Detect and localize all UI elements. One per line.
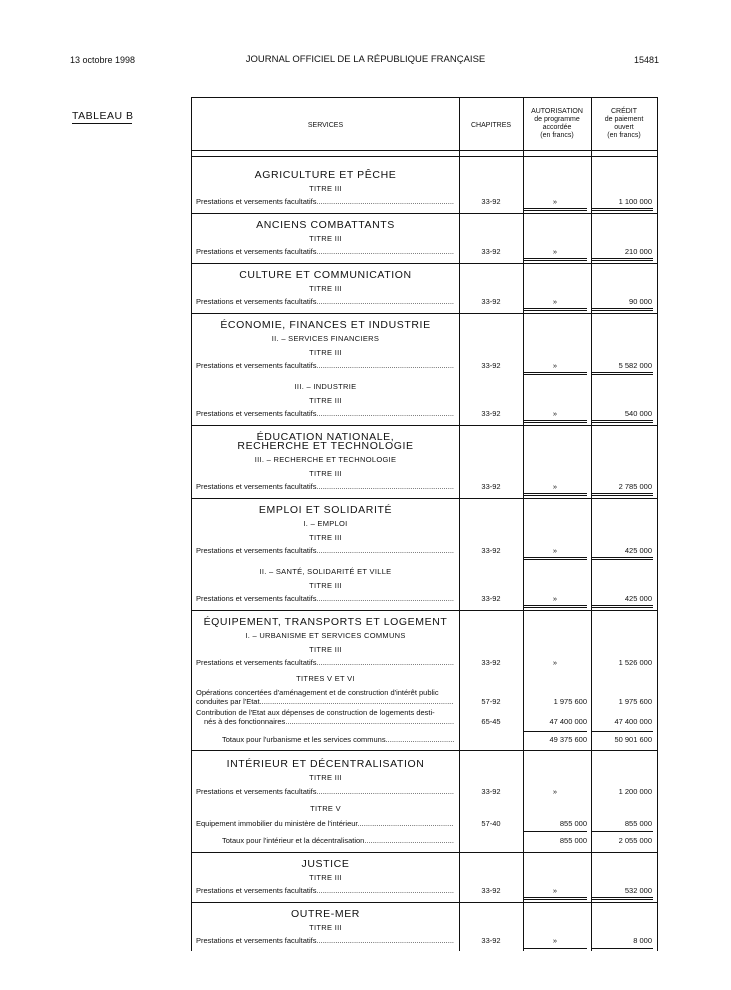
row-credit: 1 526 000 — [618, 658, 652, 667]
ministry-title: CULTURE ET COMMUNICATION — [239, 269, 412, 281]
table-row — [192, 819, 657, 830]
ministry-title: JUSTICE — [301, 858, 350, 870]
ministry-title: ANCIENS COMBATTANTS — [256, 219, 395, 231]
total-label: Totaux pour l'intérieur et la décentralisation ..... — [222, 836, 454, 845]
journal-title: JOURNAL OFFICIEL DE LA RÉPUBLIQUE FRANÇAISE — [245, 54, 486, 65]
row-chapter: 33-92 — [481, 886, 501, 895]
double-rule — [591, 258, 653, 261]
row-label: Equipement immobilier du ministère de l'intérieur ..... — [196, 819, 454, 828]
row-label: Prestations et versements facultatifs ..... — [196, 482, 454, 491]
titre-label: TITRE III — [309, 873, 342, 882]
table-label — [72, 110, 134, 122]
double-rule — [523, 258, 587, 261]
section-rule — [192, 610, 657, 611]
double-rule — [591, 308, 653, 311]
row-chapter: 65-45 — [481, 717, 501, 726]
row-chapter: 57-92 — [481, 697, 501, 706]
row-autorisation: » — [552, 197, 558, 206]
row-label: Prestations et versements facultatifs ..... — [196, 197, 454, 206]
row-chapter: 33-92 — [481, 482, 501, 491]
row-chapter: 33-92 — [481, 594, 501, 603]
header-autorisation-l2: de programme — [534, 116, 580, 123]
row-chapter: 33-92 — [481, 361, 501, 370]
row-label: Prestations et versements facultatifs ..... — [196, 787, 454, 796]
row-chapter: 33-92 — [481, 297, 501, 306]
ministry-title-line1: ÉDUCATION NATIONALE, — [256, 431, 395, 443]
row-autorisation: » — [552, 787, 558, 796]
table-header — [192, 98, 657, 151]
table-row — [192, 409, 657, 420]
row-label: Prestations et versements facultatifs ..... — [196, 546, 454, 555]
total-rule — [523, 831, 587, 832]
row-credit: 425 000 — [624, 546, 652, 555]
total-rule — [523, 731, 587, 732]
table-label-rule — [72, 123, 132, 124]
table-label-text: TABLEAU B — [72, 110, 134, 122]
row-autorisation: » — [552, 297, 558, 306]
section-label: I. – EMPLOI — [303, 519, 348, 528]
row-credit: 855 000 — [624, 819, 652, 828]
row-credit: 5 582 000 — [618, 361, 652, 370]
titre-label: TITRE III — [309, 234, 342, 243]
header-credit — [591, 108, 657, 140]
section-rule — [192, 263, 657, 264]
row-autorisation: » — [552, 546, 558, 555]
titre-label: TITRE III — [309, 533, 342, 542]
row-autorisation: 1 975 600 — [553, 697, 587, 706]
double-rule — [523, 605, 587, 608]
row-autorisation: » — [552, 361, 558, 370]
row-label: Prestations et versements facultatifs ..... — [196, 361, 454, 370]
row-credit: 210 000 — [624, 247, 652, 256]
titre-label: TITRE III — [309, 469, 342, 478]
ministry-title: AGRICULTURE ET PÊCHE — [254, 169, 397, 181]
header-services: SERVICES — [307, 122, 344, 129]
budget-table — [191, 97, 658, 951]
titre-label: TITRE III — [309, 923, 342, 932]
double-rule — [591, 208, 653, 211]
row-label-line1: Opérations concertées d'aménagement et de construction d'intérêt public — [196, 688, 439, 697]
section-rule — [192, 750, 657, 751]
ministry-title: ÉCONOMIE, FINANCES ET INDUSTRIE — [220, 319, 431, 331]
double-rule — [523, 493, 587, 496]
table-row — [192, 886, 657, 897]
total-row — [192, 735, 657, 746]
titre-label: TITRE III — [309, 284, 342, 293]
double-rule — [523, 308, 587, 311]
section-label: II. – SANTÉ, SOLIDARITÉ ET VILLE — [259, 567, 392, 576]
page-number: 15481 — [633, 55, 659, 65]
table-row — [192, 697, 657, 708]
row-label: Prestations et versements facultatifs ..... — [196, 936, 454, 945]
section-rule — [192, 425, 657, 426]
section-rule — [192, 498, 657, 499]
table-row — [192, 658, 657, 669]
header-autorisation — [523, 108, 591, 140]
ministry-title: OUTRE-MER — [291, 908, 360, 920]
double-rule — [591, 420, 653, 423]
section-label: III. – INDUSTRIE — [294, 382, 357, 391]
row-credit: 425 000 — [624, 594, 652, 603]
row-label: Prestations et versements facultatifs ..... — [196, 886, 454, 895]
row-label-line2: nés à des fonctionnaires ..... — [196, 717, 454, 726]
total-credit: 50 901 600 — [614, 735, 652, 744]
header-date: 13 octobre 1998 — [70, 55, 136, 65]
row-autorisation: » — [552, 658, 558, 667]
row-label: Prestations et versements facultatifs ..... — [196, 297, 454, 306]
row-autorisation: » — [552, 482, 558, 491]
row-autorisation: » — [552, 594, 558, 603]
end-rule — [591, 948, 653, 949]
row-chapter: 33-92 — [481, 936, 501, 945]
row-credit: 8 000 — [633, 936, 652, 945]
row-credit: 1 100 000 — [618, 197, 652, 206]
double-rule — [591, 897, 653, 900]
titre-label: TITRE III — [309, 396, 342, 405]
section-label: III. – RECHERCHE ET TECHNOLOGIE — [254, 455, 397, 464]
row-chapter: 33-92 — [481, 247, 501, 256]
double-rule — [591, 372, 653, 375]
total-rule — [591, 831, 653, 832]
row-chapter: 33-92 — [481, 409, 501, 418]
header-credit-l1: CRÉDIT — [610, 108, 638, 115]
total-row — [192, 836, 657, 847]
header-autorisation-l3: accordée — [542, 124, 572, 131]
row-label-line2: conduites par l'Etat ..... — [196, 697, 454, 706]
header-separator — [192, 156, 657, 157]
double-rule — [591, 605, 653, 608]
row-autorisation: » — [552, 409, 558, 418]
row-chapter: 57-40 — [481, 819, 501, 828]
table-row — [192, 482, 657, 493]
total-rule — [591, 731, 653, 732]
row-credit: 532 000 — [624, 886, 652, 895]
titre-label: TITRES V ET VI — [296, 674, 355, 683]
ministry-title-line2: RECHERCHE ET TECHNOLOGIE — [237, 440, 414, 452]
row-credit: 2 785 000 — [618, 482, 652, 491]
ministry-title: INTÉRIEUR ET DÉCENTRALISATION — [226, 758, 425, 770]
row-autorisation: » — [552, 886, 558, 895]
total-credit: 2 055 000 — [618, 836, 652, 845]
row-label: Prestations et versements facultatifs ..... — [196, 409, 454, 418]
section-rule — [192, 852, 657, 853]
header-credit-l2: de paiement — [604, 116, 644, 123]
table-row — [192, 546, 657, 557]
section-label: II. – SERVICES FINANCIERS — [271, 334, 380, 343]
titre-label: TITRE III — [309, 773, 342, 782]
double-rule — [591, 493, 653, 496]
section-label: I. – URBANISME ET SERVICES COMMUNS — [245, 631, 406, 640]
table-row — [192, 594, 657, 605]
header-credit-l4: (en francs) — [607, 132, 641, 139]
table-row — [192, 297, 657, 308]
double-rule — [523, 897, 587, 900]
header-chapitres: CHAPITRES — [470, 122, 512, 129]
row-autorisation: » — [552, 936, 558, 945]
ministry-title: EMPLOI ET SOLIDARITÉ — [258, 504, 393, 516]
titre-label: TITRE III — [309, 581, 342, 590]
table-row — [192, 717, 657, 728]
double-rule — [591, 557, 653, 560]
header-autorisation-l1: AUTORISATION — [531, 108, 583, 115]
row-autorisation: 855 000 — [559, 819, 587, 828]
header-autorisation-l4: (en francs) — [540, 132, 574, 139]
row-label: Prestations et versements facultatifs ..... — [196, 658, 454, 667]
double-rule — [523, 372, 587, 375]
table-row — [192, 197, 657, 208]
row-chapter: 33-92 — [481, 787, 501, 796]
table-row — [192, 936, 657, 947]
section-rule — [192, 902, 657, 903]
titre-label: TITRE III — [309, 348, 342, 357]
end-rule — [523, 948, 587, 949]
titre-label: TITRE V — [310, 804, 341, 813]
double-rule — [523, 208, 587, 211]
row-credit: 1 975 600 — [618, 697, 652, 706]
double-rule — [523, 420, 587, 423]
row-credit: 540 000 — [624, 409, 652, 418]
row-chapter: 33-92 — [481, 546, 501, 555]
row-label: Prestations et versements facultatifs ..... — [196, 247, 454, 256]
titre-label: TITRE III — [309, 184, 342, 193]
total-autorisation: 49 375 600 — [549, 735, 587, 744]
titre-label: TITRE III — [309, 645, 342, 654]
row-credit: 47 400 000 — [614, 717, 652, 726]
row-autorisation: 47 400 000 — [549, 717, 587, 726]
total-label: Totaux pour l'urbanisme et les services communs ..... — [222, 735, 454, 744]
row-credit: 90 000 — [629, 297, 652, 306]
total-autorisation: 855 000 — [559, 836, 587, 845]
row-chapter: 33-92 — [481, 658, 501, 667]
header-credit-l3: ouvert — [614, 124, 634, 131]
table-row — [192, 787, 657, 798]
table-row — [192, 361, 657, 372]
row-label: Prestations et versements facultatifs ..... — [196, 594, 454, 603]
row-credit: 1 200 000 — [618, 787, 652, 796]
row-label-line1: Contribution de l'Etat aux dépenses de construction de logements desti- — [196, 708, 435, 717]
section-rule — [192, 313, 657, 314]
row-chapter: 33-92 — [481, 197, 501, 206]
ministry-title: ÉQUIPEMENT, TRANSPORTS ET LOGEMENT — [203, 616, 448, 628]
row-autorisation: » — [552, 247, 558, 256]
section-rule — [192, 213, 657, 214]
double-rule — [523, 557, 587, 560]
table-row — [192, 247, 657, 258]
